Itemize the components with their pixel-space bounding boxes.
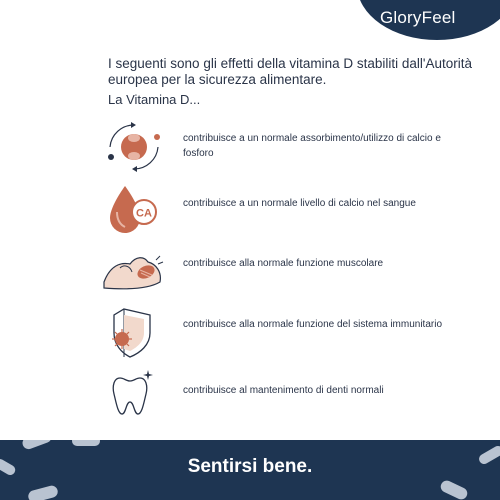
benefit-item-immune [100, 303, 480, 363]
calcium-drop-icon [100, 182, 170, 242]
benefit-text: contribuisce alla normale funzione del sistema immunitario [183, 319, 443, 330]
benefit-text: contribuisce a un normale livello di calcio nel sangue [183, 198, 416, 209]
capsule-decoration [439, 479, 469, 500]
benefit-text: contribuisce al mantenimento di denti normali [183, 385, 384, 396]
immune-shield-icon [100, 303, 170, 363]
benefit-text: contribuisce a un normale assorbimento/utilizzo di calcio e fosforo [183, 133, 441, 159]
benefit-item-absorption [100, 117, 480, 177]
capsule-decoration [21, 440, 53, 451]
calcium-label: CA [136, 207, 152, 220]
brand-logo: GloryFeel [380, 8, 456, 27]
benefit-item-calcium [100, 182, 480, 242]
muscle-arm-icon [100, 242, 170, 302]
tooth-icon [100, 364, 170, 424]
capsule-decoration [27, 484, 59, 500]
capsule-decoration [72, 440, 100, 446]
footer-banner [0, 440, 500, 500]
bone-absorption-icon [100, 117, 170, 177]
footer-title: Sentirsi bene. [187, 456, 313, 477]
benefit-item-muscle [100, 242, 480, 302]
intro-text: I seguenti sono gli effetti della vitamina D stabiliti dall'Autorità europea per la sicurezza alimentare. [108, 56, 473, 87]
benefit-item-teeth [100, 364, 480, 424]
benefit-text: contribuisce alla normale funzione muscolare [183, 258, 384, 269]
lead-text: La Vitamina D... [108, 92, 201, 107]
